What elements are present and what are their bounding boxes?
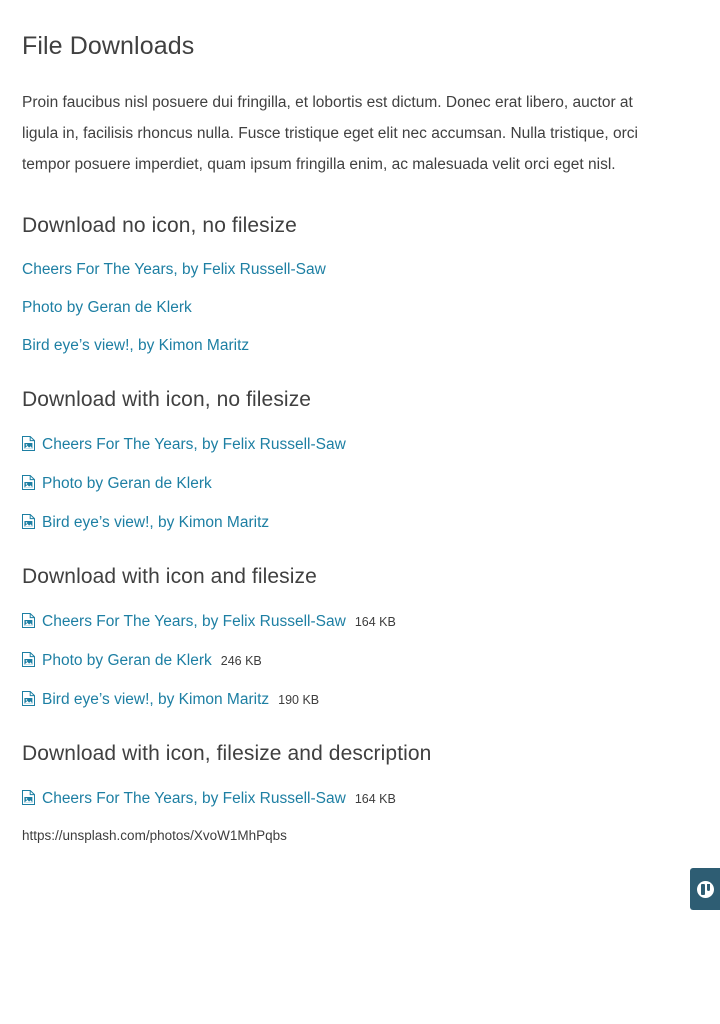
download-row <box>22 512 664 533</box>
download-row <box>22 611 664 632</box>
image-file-icon <box>22 691 35 706</box>
download-link[interactable]: Photo by Geran de Klerk <box>22 299 192 316</box>
download-link[interactable]: Bird eye’s view!, by Kimon Maritz <box>22 337 250 354</box>
download-link[interactable]: Cheers For The Years, by Felix Russell-Saw <box>42 790 346 807</box>
download-link[interactable]: Bird eye’s view!, by Kimon Maritz <box>42 514 270 531</box>
image-file-icon <box>22 790 35 805</box>
download-link[interactable]: Photo by Geran de Klerk <box>42 652 212 669</box>
download-row <box>22 434 664 455</box>
download-row <box>22 336 664 356</box>
section-heading: Download with icon and filesize <box>22 565 317 588</box>
download-row <box>22 473 664 494</box>
file-size: 190 KB <box>278 693 320 707</box>
intro-paragraph: Proin faucibus nisl posuere dui fringilla, et lobortis est dictum. Donec erat libero, auctor at ligula in, facilisis rhoncus nulla. Fusce tristique eget elit nec accumsan. Nulla tristique, orci tempor posuere imperdiet, quam ipsum fringilla enim, ac malesuada velit orci eget nisl. <box>22 94 638 173</box>
image-file-icon <box>22 475 35 490</box>
download-row <box>22 298 664 318</box>
accessibility-widget-icon <box>697 881 714 898</box>
section-heading: Download with icon, filesize and description <box>22 742 432 765</box>
download-block <box>22 788 664 845</box>
download-link[interactable]: Bird eye’s view!, by Kimon Maritz <box>42 691 270 708</box>
accessibility-widget-button[interactable] <box>690 868 720 910</box>
download-row <box>22 689 664 710</box>
page-title: File Downloads <box>22 32 195 60</box>
download-description: https://unsplash.com/photos/XvoW1MhPqbs <box>22 828 287 843</box>
section-heading: Download no icon, no filesize <box>22 214 297 237</box>
image-file-icon <box>22 613 35 628</box>
download-link[interactable]: Cheers For The Years, by Felix Russell-Saw <box>22 261 326 278</box>
download-link[interactable]: Cheers For The Years, by Felix Russell-Saw <box>42 613 346 630</box>
section-icon-filesize-description <box>22 742 664 845</box>
image-file-icon <box>22 436 35 451</box>
section-icon-and-filesize <box>22 565 664 710</box>
download-row <box>22 260 664 280</box>
image-file-icon <box>22 652 35 667</box>
section-heading: Download with icon, no filesize <box>22 388 312 411</box>
section-icon-no-filesize <box>22 388 664 533</box>
file-size: 164 KB <box>354 615 396 629</box>
file-size: 246 KB <box>220 654 262 668</box>
file-size: 164 KB <box>354 792 396 806</box>
image-file-icon <box>22 514 35 529</box>
download-link[interactable]: Cheers For The Years, by Felix Russell-Saw <box>42 436 346 453</box>
download-row <box>22 788 664 809</box>
download-row <box>22 650 664 671</box>
section-no-icon-no-filesize <box>22 214 664 356</box>
download-link[interactable]: Photo by Geran de Klerk <box>42 475 212 492</box>
